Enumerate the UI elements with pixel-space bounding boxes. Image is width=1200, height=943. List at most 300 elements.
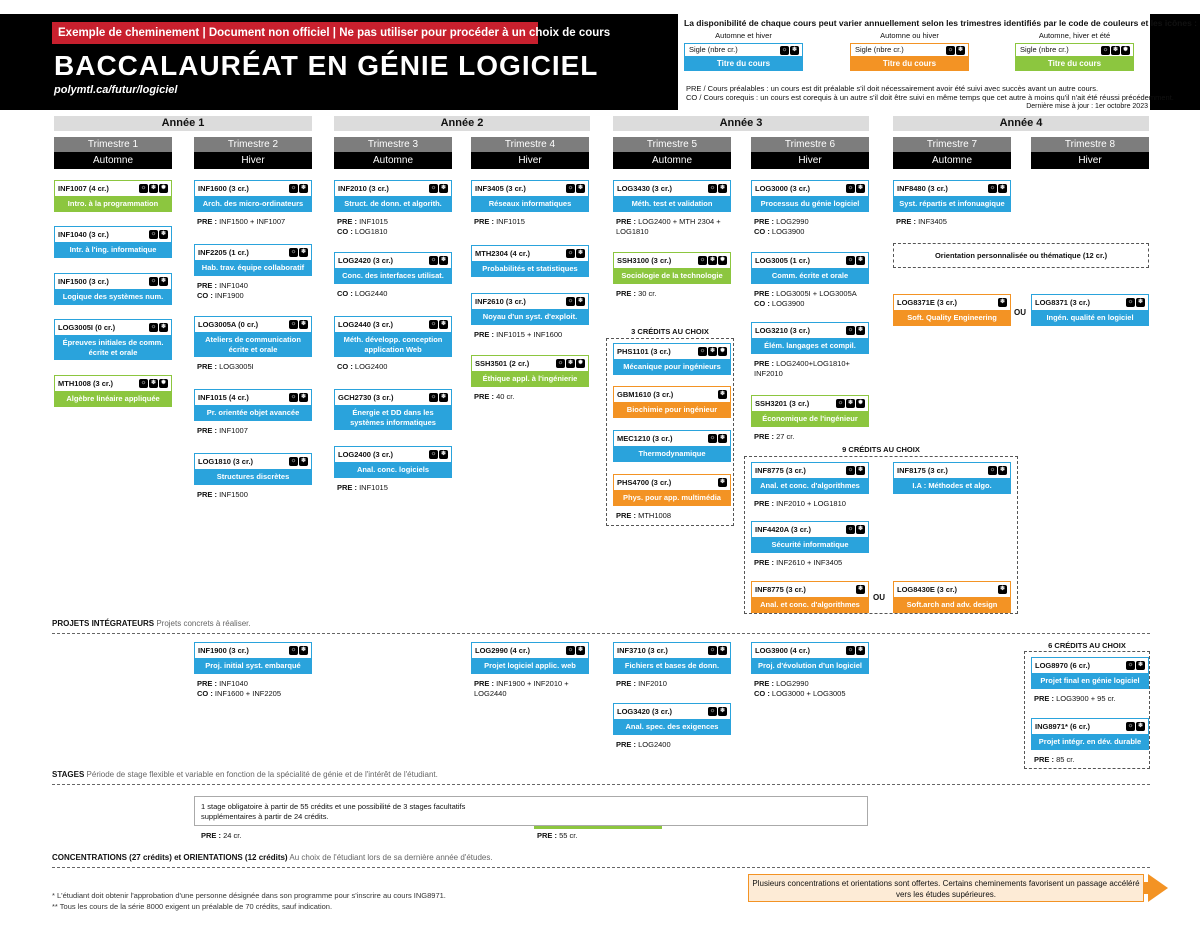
course-code-text: INF2205 (1 cr.) bbox=[198, 248, 249, 257]
course-code-text: LOG3900 (4 cr.) bbox=[755, 646, 811, 655]
legend-sigle: Sigle (nbre cr.) bbox=[689, 45, 738, 54]
snowflake-icon: ❄ bbox=[1137, 723, 1144, 729]
course-code bbox=[471, 355, 589, 372]
course-title: Élém. langages et compil. bbox=[751, 339, 869, 354]
course-card[interactable] bbox=[893, 294, 1011, 326]
req-value: INF1007 bbox=[217, 426, 248, 435]
footnote-2: ** Tous les cours de la série 8000 exigent un préalable de 70 crédits, sauf indication. bbox=[52, 902, 333, 911]
snowflake-icon: ❄ bbox=[1112, 47, 1119, 53]
sun-icon: ☼ bbox=[1127, 662, 1134, 668]
snowflake-icon: ❄ bbox=[150, 185, 157, 191]
course-card[interactable] bbox=[613, 642, 731, 674]
course-title: Ingén. qualité en logiciel bbox=[1031, 311, 1149, 326]
sun-icon: ☼ bbox=[430, 394, 437, 400]
snowflake-icon: ❄ bbox=[577, 647, 584, 653]
snowflake-icon: ❄ bbox=[791, 47, 798, 53]
summer-icon: ✹ bbox=[719, 257, 726, 263]
choice-3-label: 3 CRÉDITS AU CHOIX bbox=[631, 327, 709, 336]
section-concentrations bbox=[52, 853, 493, 862]
course-card[interactable] bbox=[471, 180, 589, 212]
summer-icon: ✹ bbox=[160, 185, 167, 191]
course-code bbox=[334, 446, 452, 463]
snowflake-icon: ❄ bbox=[577, 298, 584, 304]
req-value: LOG2990 bbox=[774, 217, 809, 226]
course-card[interactable] bbox=[471, 293, 589, 325]
req-label: PRE : bbox=[474, 217, 495, 226]
course-pre bbox=[754, 289, 870, 299]
course-code-text: INF3710 (3 cr.) bbox=[617, 646, 668, 655]
course-code-text: INF3405 (3 cr.) bbox=[475, 184, 526, 193]
course-code bbox=[334, 180, 452, 197]
course-card[interactable] bbox=[613, 252, 731, 284]
snowflake-icon: ❄ bbox=[300, 249, 307, 255]
course-code-text: LOG2400 (3 cr.) bbox=[338, 450, 394, 459]
sun-icon: ☼ bbox=[847, 467, 854, 473]
disclaimer-banner: Exemple de cheminement | Document non officiel | Ne pas utiliser pour procéder à un choix de cours bbox=[52, 22, 538, 44]
req-value: INF1015 bbox=[494, 217, 525, 226]
req-label: PRE : bbox=[197, 490, 218, 499]
req-value: LOG1810 bbox=[352, 227, 388, 236]
summer-icon: ✹ bbox=[577, 360, 584, 366]
course-code bbox=[471, 180, 589, 197]
snowflake-icon: ❄ bbox=[300, 458, 307, 464]
snowflake-icon: ❄ bbox=[300, 394, 307, 400]
course-card[interactable] bbox=[54, 273, 172, 305]
course-card[interactable] bbox=[194, 180, 312, 212]
legend-bar: Titre du cours bbox=[1015, 57, 1134, 71]
sun-icon: ☼ bbox=[567, 185, 574, 191]
course-code bbox=[893, 294, 1011, 311]
course-co bbox=[197, 291, 313, 301]
course-pre bbox=[474, 679, 590, 699]
course-code bbox=[613, 703, 731, 720]
course-pre bbox=[474, 217, 590, 227]
course-card[interactable] bbox=[194, 642, 312, 674]
course-pre bbox=[616, 679, 732, 689]
sun-icon: ☼ bbox=[837, 400, 844, 406]
trimester-5: Trimestre 5 bbox=[613, 137, 731, 152]
footnotes bbox=[52, 890, 446, 912]
course-pre bbox=[616, 740, 732, 750]
course-code-text: INF8175 (3 cr.) bbox=[897, 466, 948, 475]
req-label: CO : bbox=[337, 289, 353, 298]
last-updated: Dernière mise à jour : 1er octobre 2023 bbox=[1026, 103, 1148, 110]
snowflake-icon: ❄ bbox=[857, 327, 864, 333]
course-title: Pr. orientée objet avancée bbox=[194, 406, 312, 421]
course-code-text: INF4420A (3 cr.) bbox=[755, 525, 811, 534]
req-value: INF1015 bbox=[357, 483, 388, 492]
snowflake-icon: ❄ bbox=[440, 451, 447, 457]
req-label: PRE : bbox=[616, 289, 637, 298]
course-code bbox=[54, 319, 172, 336]
stage-text: 1 stage obligatoire à partir de 55 crédits et une possibilité de 3 stages facultatifs supplémentaires à partir de 24 crédits. bbox=[201, 802, 466, 821]
legend-notes bbox=[686, 84, 1174, 102]
snowflake-icon: ❄ bbox=[719, 185, 726, 191]
legend-sub: Automne ou hiver bbox=[880, 31, 939, 40]
req-value: INF2610 + INF3405 bbox=[774, 558, 843, 567]
course-code-text: LOG2990 (4 cr.) bbox=[475, 646, 531, 655]
course-title: Énergie et DD dans les systèmes informatiques bbox=[334, 406, 452, 430]
course-code bbox=[54, 226, 172, 243]
course-title: Projet intégr. en dév. durable bbox=[1031, 735, 1149, 750]
sun-icon: ☼ bbox=[430, 451, 437, 457]
req-label: PRE : bbox=[616, 740, 637, 749]
course-pre bbox=[337, 217, 453, 227]
sun-icon: ☼ bbox=[567, 298, 574, 304]
or-label: OU bbox=[873, 593, 885, 602]
req-label: PRE : bbox=[337, 217, 358, 226]
req-label: PRE : bbox=[754, 359, 775, 368]
req-label: CO : bbox=[754, 227, 770, 236]
course-code-text: LOG8970 (6 cr.) bbox=[1035, 661, 1091, 670]
sun-icon: ☼ bbox=[150, 278, 157, 284]
course-title: Structures discrètes bbox=[194, 470, 312, 485]
sun-icon: ☼ bbox=[1127, 299, 1134, 305]
divider bbox=[52, 633, 1150, 634]
course-pre bbox=[754, 679, 870, 689]
course-pre bbox=[896, 217, 1012, 227]
req-value: INF1600 + INF2205 bbox=[212, 689, 282, 698]
sun-icon: ☼ bbox=[709, 435, 716, 441]
season-4: Hiver bbox=[471, 152, 589, 169]
course-title: Probabilités et statistiques bbox=[471, 262, 589, 277]
course-title: Projet final en génie logiciel bbox=[1031, 674, 1149, 689]
sun-icon: ☼ bbox=[557, 360, 564, 366]
snowflake-icon: ❄ bbox=[440, 321, 447, 327]
course-code bbox=[194, 453, 312, 470]
course-code bbox=[1031, 294, 1149, 311]
course-co bbox=[754, 227, 870, 237]
course-title: Thermodynamique bbox=[613, 447, 731, 462]
section-stages bbox=[52, 770, 438, 779]
req-label: PRE : bbox=[337, 483, 358, 492]
snowflake-icon: ❄ bbox=[857, 586, 864, 592]
req-value: INF1900 + INF2010 + LOG2440 bbox=[474, 679, 569, 698]
course-pre bbox=[754, 217, 870, 227]
req-label: PRE : bbox=[1034, 755, 1055, 764]
course-title: Anal. spec. des exigences bbox=[613, 720, 731, 735]
snowflake-icon: ❄ bbox=[857, 257, 864, 263]
page-title: BACCALAURÉAT EN GÉNIE LOGICIEL bbox=[54, 50, 599, 81]
course-title: Méth. développ. conception application Web bbox=[334, 333, 452, 357]
course-title: Arch. des micro-ordinateurs bbox=[194, 197, 312, 212]
course-title: Mécanique pour ingénieurs bbox=[613, 360, 731, 375]
course-code-text: INF1040 (3 cr.) bbox=[58, 230, 109, 239]
season-6: Hiver bbox=[751, 152, 869, 169]
section-projects bbox=[52, 619, 251, 628]
course-code bbox=[194, 389, 312, 406]
snowflake-icon: ❄ bbox=[847, 400, 854, 406]
course-code bbox=[54, 375, 172, 392]
sun-icon: ☼ bbox=[430, 185, 437, 191]
legend-pre-note: PRE / Cours préalables : un cours est dit préalable s'il doit nécessairement avoir été suivi avec succès avant un autre cours. bbox=[686, 84, 1099, 93]
snowflake-icon: ❄ bbox=[709, 257, 716, 263]
course-pre bbox=[197, 679, 313, 689]
or-label: OU bbox=[1014, 308, 1026, 317]
course-code-text: PHS4700 (3 cr.) bbox=[617, 478, 672, 487]
req-label: PRE : bbox=[616, 511, 637, 520]
snowflake-icon: ❄ bbox=[440, 394, 447, 400]
snowflake-icon: ❄ bbox=[150, 380, 157, 386]
course-code bbox=[194, 316, 312, 333]
course-code-text: INF8480 (3 cr.) bbox=[897, 184, 948, 193]
section-stages-desc: Période de stage flexible et variable en fonction de la spécialité de génie et de l'intérêt de l'étudiant. bbox=[86, 770, 438, 779]
course-card[interactable] bbox=[893, 180, 1011, 212]
course-code-text: LOG8430E (3 cr.) bbox=[897, 585, 958, 594]
course-code-text: LOG3005I (0 cr.) bbox=[58, 323, 116, 332]
course-card[interactable] bbox=[334, 446, 452, 478]
season-5: Automne bbox=[613, 152, 731, 169]
req-label: PRE : bbox=[474, 330, 495, 339]
course-code-text: LOG2440 (3 cr.) bbox=[338, 320, 394, 329]
sun-icon: ☼ bbox=[847, 647, 854, 653]
summer-icon: ✹ bbox=[1122, 47, 1129, 53]
snowflake-icon: ❄ bbox=[1137, 299, 1144, 305]
legend-sigle-box bbox=[850, 43, 969, 57]
sun-icon: ☼ bbox=[140, 185, 147, 191]
arrow-right-icon[interactable] bbox=[1148, 874, 1168, 902]
course-card[interactable] bbox=[471, 245, 589, 277]
summer-icon: ✹ bbox=[160, 380, 167, 386]
course-code bbox=[54, 273, 172, 290]
trimester-2: Trimestre 2 bbox=[194, 137, 312, 152]
course-code-text: LOG2420 (3 cr.) bbox=[338, 256, 394, 265]
req-value: 40 cr. bbox=[494, 392, 515, 401]
req-label: CO : bbox=[754, 299, 770, 308]
year-2: Année 2 bbox=[334, 116, 590, 131]
trimester-6: Trimestre 6 bbox=[751, 137, 869, 152]
req-value: LOG2400 bbox=[352, 362, 388, 371]
legend-col-either bbox=[850, 31, 969, 71]
req-label: PRE : bbox=[197, 217, 218, 226]
course-title: Anal. conc. logiciels bbox=[334, 463, 452, 478]
course-code-text: INF1007 (4 cr.) bbox=[58, 184, 109, 193]
course-pre bbox=[616, 289, 732, 299]
course-card[interactable] bbox=[54, 226, 172, 258]
course-card[interactable] bbox=[751, 395, 869, 427]
season-1: Automne bbox=[54, 152, 172, 169]
req-value: LOG3000 + LOG3005 bbox=[769, 689, 846, 698]
req-label: PRE : bbox=[197, 426, 218, 435]
course-code-text: INF1015 (4 cr.) bbox=[198, 393, 249, 402]
req-value: LOG2990 bbox=[774, 679, 809, 688]
course-card[interactable] bbox=[334, 316, 452, 357]
sun-icon: ☼ bbox=[989, 467, 996, 473]
course-card[interactable] bbox=[194, 389, 312, 421]
trimester-7: Trimestre 7 bbox=[893, 137, 1011, 152]
trimester-1: Trimestre 1 bbox=[54, 137, 172, 152]
req-value: INF1900 bbox=[212, 291, 244, 300]
req-value: INF1040 bbox=[217, 281, 248, 290]
snowflake-icon: ❄ bbox=[300, 185, 307, 191]
course-code-text: LOG8371 (3 cr.) bbox=[1035, 298, 1091, 307]
course-code-text: INF1900 (3 cr.) bbox=[198, 646, 249, 655]
course-code-text: INF1600 (3 cr.) bbox=[198, 184, 249, 193]
promo-box: Plusieurs concentrations et orientations sont offertes. Certains cheminements favorisent un passage accéléré vers les études supérieures. bbox=[748, 874, 1144, 902]
course-title: Proj. d'évolution d'un logiciel bbox=[751, 659, 869, 674]
course-code-text: LOG3420 (3 cr.) bbox=[617, 707, 673, 716]
course-code bbox=[751, 252, 869, 269]
course-co bbox=[197, 689, 313, 699]
sun-icon: ☼ bbox=[847, 185, 854, 191]
course-card[interactable] bbox=[334, 252, 452, 284]
course-card[interactable] bbox=[613, 703, 731, 735]
req-value: INF1015 + INF1600 bbox=[494, 330, 563, 339]
course-card[interactable] bbox=[334, 180, 452, 212]
legend-col-all bbox=[1015, 31, 1134, 71]
course-pre bbox=[337, 483, 453, 493]
course-code bbox=[471, 293, 589, 310]
course-pre bbox=[474, 330, 590, 340]
req-label: PRE : bbox=[1034, 694, 1055, 703]
req-label: PRE : bbox=[754, 499, 775, 508]
sun-icon: ☼ bbox=[709, 647, 716, 653]
course-card[interactable] bbox=[194, 316, 312, 357]
req-value: INF1500 bbox=[217, 490, 248, 499]
legend-bar: Titre du cours bbox=[684, 57, 803, 71]
trimester-8: Trimestre 8 bbox=[1031, 137, 1149, 152]
snowflake-icon: ❄ bbox=[160, 324, 167, 330]
course-pre bbox=[197, 426, 313, 436]
legend-sigle-box bbox=[684, 43, 803, 57]
req-value: 30 cr. bbox=[636, 289, 657, 298]
course-card[interactable] bbox=[54, 180, 172, 212]
req-value: MTH1008 bbox=[636, 511, 672, 520]
snowflake-icon: ❄ bbox=[567, 360, 574, 366]
req-value: LOG2400 bbox=[636, 740, 671, 749]
course-pre bbox=[474, 392, 590, 402]
course-card[interactable] bbox=[194, 244, 312, 276]
summer-icon: ✹ bbox=[857, 400, 864, 406]
sun-icon: ☼ bbox=[709, 708, 716, 714]
course-title: I.A : Méthodes et algo. bbox=[893, 479, 1011, 494]
course-code-text: INF2010 (3 cr.) bbox=[338, 184, 389, 193]
course-code bbox=[613, 642, 731, 659]
course-card[interactable] bbox=[751, 322, 869, 354]
trimester-4: Trimestre 4 bbox=[471, 137, 589, 152]
course-pre bbox=[197, 281, 313, 291]
snowflake-icon: ❄ bbox=[577, 185, 584, 191]
year-3: Année 3 bbox=[613, 116, 869, 131]
course-code bbox=[613, 252, 731, 269]
choice-6-box bbox=[1024, 651, 1150, 769]
req-label: CO : bbox=[197, 689, 213, 698]
legend-sigle-box bbox=[1015, 43, 1134, 57]
course-code-text: SSH3201 (3 cr.) bbox=[755, 399, 810, 408]
course-pre bbox=[754, 359, 870, 379]
course-code-text: GCH2730 (3 cr.) bbox=[338, 393, 394, 402]
course-pre bbox=[197, 362, 313, 372]
course-co bbox=[337, 362, 453, 372]
req-label: PRE : bbox=[197, 362, 218, 371]
course-title: Comm. écrite et orale bbox=[751, 269, 869, 284]
course-code bbox=[751, 180, 869, 197]
sun-icon: ☼ bbox=[847, 327, 854, 333]
course-code-text: LOG1810 (3 cr.) bbox=[198, 457, 254, 466]
course-co bbox=[337, 227, 453, 237]
course-code bbox=[893, 180, 1011, 197]
sun-icon: ☼ bbox=[290, 458, 297, 464]
course-co bbox=[754, 299, 870, 309]
course-title: Ateliers de communication écrite et orale bbox=[194, 333, 312, 357]
divider bbox=[52, 867, 1150, 868]
season-2: Hiver bbox=[194, 152, 312, 169]
sun-icon: ☼ bbox=[989, 185, 996, 191]
course-card[interactable] bbox=[1031, 294, 1149, 326]
course-card[interactable] bbox=[54, 375, 172, 407]
divider bbox=[52, 784, 1150, 785]
sun-icon: ☼ bbox=[781, 47, 788, 53]
course-card[interactable] bbox=[334, 389, 452, 430]
req-value: LOG3900 + 95 cr. bbox=[1054, 694, 1116, 703]
snowflake-icon: ❄ bbox=[719, 708, 726, 714]
course-card[interactable] bbox=[613, 180, 731, 212]
snowflake-icon: ❄ bbox=[719, 479, 726, 485]
course-card[interactable] bbox=[751, 252, 869, 284]
year-4: Année 4 bbox=[893, 116, 1149, 131]
course-code-text: LOG8371E (3 cr.) bbox=[897, 298, 958, 307]
course-card[interactable] bbox=[751, 180, 869, 212]
snowflake-icon: ❄ bbox=[160, 278, 167, 284]
req-value: INF2010 bbox=[636, 679, 667, 688]
course-title: Phys. pour app. multimédia bbox=[613, 491, 731, 506]
choice-9-label: 9 CRÉDITS AU CHOIX bbox=[842, 445, 920, 454]
course-pre bbox=[754, 432, 870, 442]
sun-icon: ☼ bbox=[1127, 723, 1134, 729]
legend-sigle: Sigle (nbre cr.) bbox=[855, 45, 904, 54]
course-card[interactable] bbox=[471, 642, 589, 674]
snowflake-icon: ❄ bbox=[300, 647, 307, 653]
req-label: PRE : bbox=[754, 679, 775, 688]
program-url[interactable]: polymtl.ca/futur/logiciel bbox=[54, 84, 178, 96]
legend-bar: Titre du cours bbox=[850, 57, 969, 71]
course-co bbox=[754, 689, 870, 699]
course-title: Hab. trav. équipe collaboratif bbox=[194, 261, 312, 276]
course-title: Syst. répartis et infonuagique bbox=[893, 197, 1011, 212]
req-value: LOG3005I + LOG3005A bbox=[774, 289, 857, 298]
section-projects-desc: Projets concrets à réaliser. bbox=[156, 619, 251, 628]
course-code bbox=[471, 642, 589, 659]
course-code-text: LOG3000 (3 cr.) bbox=[755, 184, 811, 193]
course-code bbox=[751, 322, 869, 339]
course-title: Anal. et conc. d'algorithmes bbox=[751, 479, 869, 494]
course-title: Proj. initial syst. embarqué bbox=[194, 659, 312, 674]
sun-icon: ☼ bbox=[847, 526, 854, 532]
req-label: PRE : bbox=[896, 217, 917, 226]
course-code-text: INF2610 (3 cr.) bbox=[475, 297, 526, 306]
course-title: Biochimie pour ingénieur bbox=[613, 403, 731, 418]
course-title: Processus du génie logiciel bbox=[751, 197, 869, 212]
course-code-text: LOG3210 (3 cr.) bbox=[755, 326, 811, 335]
sun-icon: ☼ bbox=[290, 647, 297, 653]
course-card[interactable] bbox=[751, 642, 869, 674]
course-card[interactable] bbox=[194, 453, 312, 485]
sun-icon: ☼ bbox=[430, 321, 437, 327]
snowflake-icon: ❄ bbox=[719, 647, 726, 653]
snowflake-icon: ❄ bbox=[1137, 662, 1144, 668]
season-7: Automne bbox=[893, 152, 1011, 169]
req-value: LOG3900 bbox=[769, 299, 805, 308]
course-code bbox=[334, 316, 452, 333]
course-title: Éthique appl. à l'ingénierie bbox=[471, 372, 589, 387]
trimester-3: Trimestre 3 bbox=[334, 137, 452, 152]
sun-icon: ☼ bbox=[847, 257, 854, 263]
sun-icon: ☼ bbox=[140, 380, 147, 386]
sun-icon: ☼ bbox=[709, 185, 716, 191]
season-8: Hiver bbox=[1031, 152, 1149, 169]
course-card[interactable] bbox=[54, 319, 172, 360]
course-card[interactable] bbox=[471, 355, 589, 387]
